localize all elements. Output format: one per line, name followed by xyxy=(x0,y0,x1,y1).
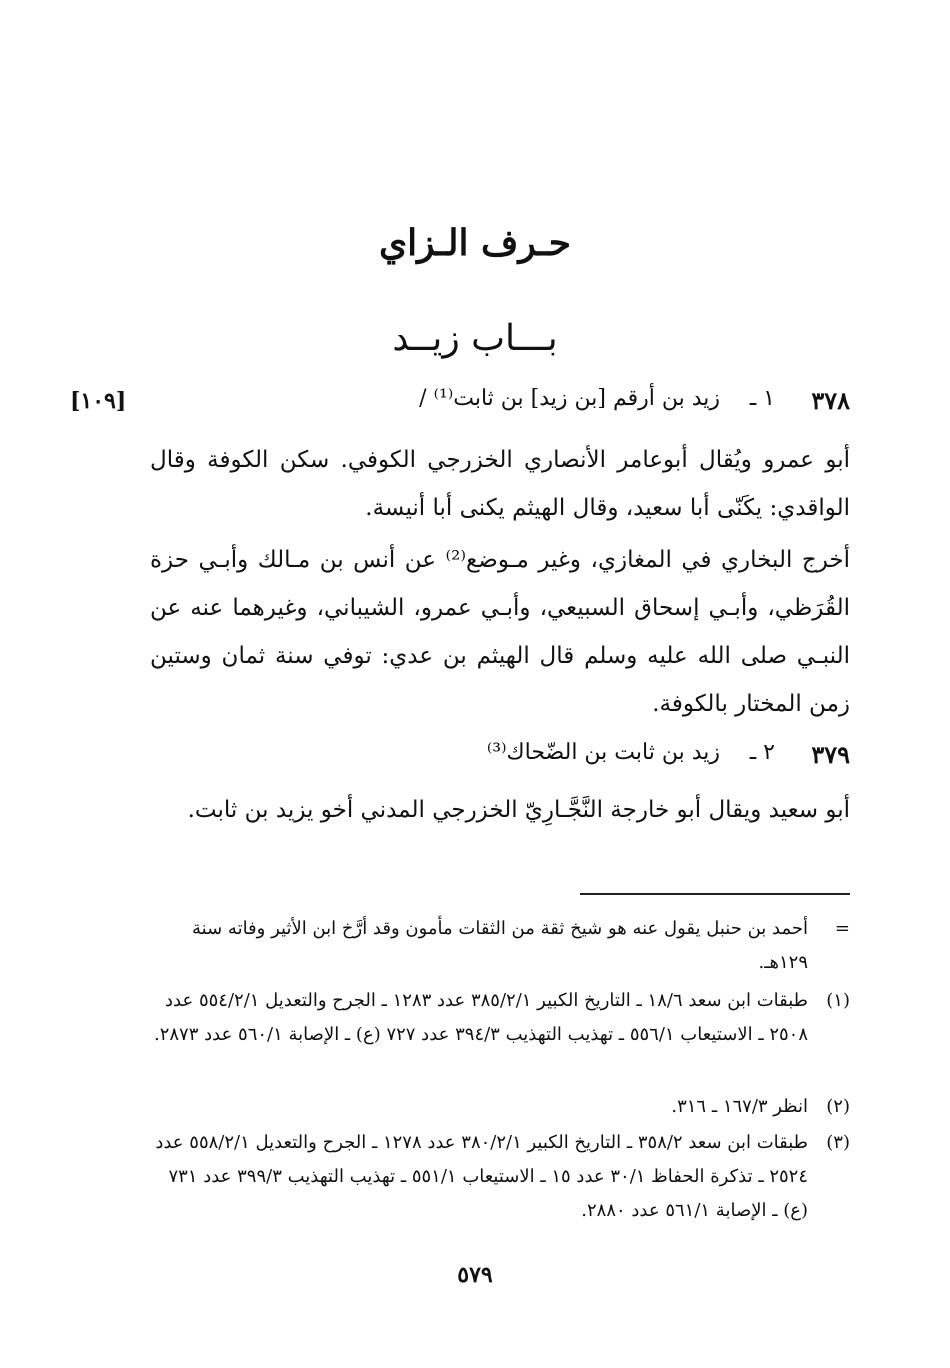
page-number: ٥٧٩ xyxy=(457,1262,493,1288)
entry-sequence: ٢ ـ xyxy=(749,740,775,765)
footnote-text: أحمد بن حنبل يقول عنه هو شيخ ثقة من الثقات مأمون وقد أرَّخ ابن الأثير وفاته سنة ١٢٩هـ. xyxy=(192,918,808,973)
footnote xyxy=(150,1126,850,1228)
footnote-marker: = xyxy=(834,918,850,939)
footnote xyxy=(150,912,850,980)
entry-name: زيد بن ثابت بن الضّحاك⁽³⁾ xyxy=(486,740,720,765)
section-title: بـــاب زيــد xyxy=(392,318,558,359)
footnote-text: طبقات ابن سعد ١٨/٦ ـ التاريخ الكبير ٣٨٥/٢/١ عدد ١٢٨٣ ـ الجرح والتعديل ٥٥٤/٢/١ عدد ٢٥٠٨ ـ الاستيعاب ٥٥٦/١ ـ تهذيب التهذيب ٣٩٤/٣ عدد ٧٢٧ (ع) ـ الإصابة ٥٦٠/١ عدد ٢٨٧٣. xyxy=(153,990,808,1045)
footnote xyxy=(150,984,850,1052)
footnote xyxy=(150,1090,850,1124)
entry-paragraph: أبو عمرو ويُقال أبوعامر الأنصاري الخزرجي الكوفي. سكن الكوفة وقال الواقدي: يكَنّى أبا سعيد، وقال الهيثم يكنى أبا أنيسة. xyxy=(150,447,850,521)
entry-number: ٣٧٩ xyxy=(811,740,850,769)
entry-paragraph: أبو سعيد ويقال أبو خارجة النَّجَّـارِيّ الخزرجي المدني أخو يزيد بن ثابت. xyxy=(187,797,850,823)
entry-sequence: ١ ـ xyxy=(749,386,775,411)
entry-name: زيد بن أرقم [بن زيد] بن ثابت⁽¹⁾ / xyxy=(419,386,720,411)
footnote-marker: (٣) xyxy=(826,1132,850,1153)
entry-heading xyxy=(330,740,850,780)
margin-page-reference: [١٠٩] xyxy=(70,388,127,414)
entry-paragraph: أخرج البخاري في المغازي، وغير مـوضع⁽²⁾ عن أنس بن مـالك وأبـي حزة القُرَظي، وأبـي إسحاق السبيعي، وأبـي عمرو، الشيباني، وغيرهما عنه عن النبـي صلى الله عليه وسلم قال الهيثم بن عدي: توفي سنة ثمان وستين زمن المختار بالكوفة. xyxy=(150,547,851,717)
footnote-marker: (١) xyxy=(826,990,850,1011)
footnote-text: انظر ١٦٧/٣ ـ ٣١٦. xyxy=(671,1096,808,1117)
footnote-marker: (٢) xyxy=(826,1096,850,1117)
entry-number: ٣٧٨ xyxy=(811,386,850,415)
entry-heading xyxy=(330,386,850,426)
footnote-text: طبقات ابن سعد ٣٥٨/٢ ـ التاريخ الكبير ٣٨٠/٢/١ عدد ١٢٧٨ ـ الجرح والتعديل ٥٥٨/٢/١ عدد ٢٥٢٤ ـ تذكرة الحفاظ ٣٠/١ عدد ١٥ ـ الاستيعاب ٥٥١/١ ـ تهذيب التهذيب ٣٩٩/٣ عدد ٧٣١ (ع) ـ الإصابة ٥٦١/١ عدد ٢٨٨٠. xyxy=(155,1132,808,1221)
footnote-separator xyxy=(580,893,850,895)
chapter-title: حـرف الـزاي xyxy=(378,222,572,264)
